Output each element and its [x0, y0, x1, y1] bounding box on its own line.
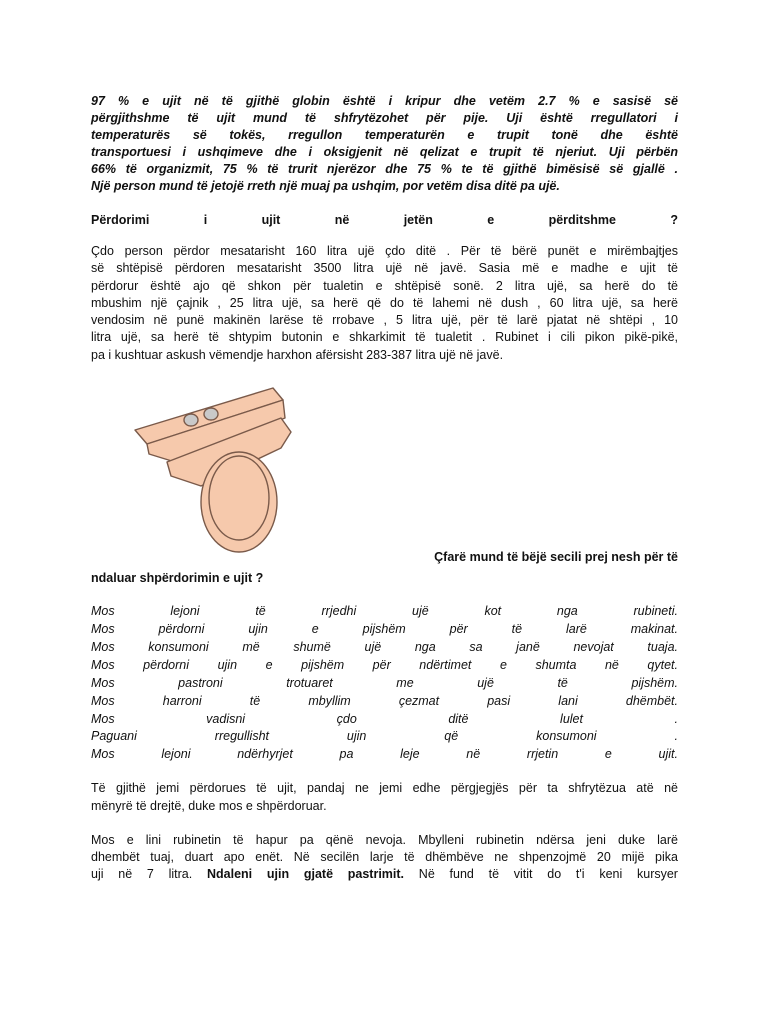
usage-line: litra ujë, sa herë të shtypim butonin e shkarkimit të tualetit . Rubinet i cili pikon pikë-pikë,	[91, 330, 678, 345]
toilet-bowl-rim	[209, 456, 269, 540]
tips-list	[91, 603, 678, 764]
last-line-end: Në fund të vitit do t'i keni kursyer	[418, 867, 678, 882]
last-line-start: uji në 7 litra.	[91, 867, 193, 882]
tip-line: Paguani rregullisht ujin që konsumoni .	[91, 729, 678, 744]
tip-line: Mos përdorni ujin e pijshëm për ndërtimet e shumta në qytet.	[91, 657, 678, 672]
last-paragraph-line	[91, 866, 678, 883]
heading-what-can-we-do-continued: ndaluar shpërdorimin e ujit ?	[91, 571, 264, 586]
intro-line: temperaturës së tokës, rregullon temperaturën e trupit tonë dhe është	[91, 128, 678, 142]
tip-line: Mos përdorni ujin e pijshëm për të larë makinat.	[91, 621, 678, 636]
closing-paragraph	[91, 780, 678, 815]
last-paragraph-line: Mos e lini rubinetin të hapur pa qënë nevoja. Mbylleni rubinetin ndërsa jeni duke larë	[91, 832, 678, 847]
usage-paragraph	[91, 243, 678, 364]
intro-paragraph	[91, 93, 678, 195]
usage-line: së shtëpisë përdoren mesatarisht 3500 litra ujë në javë. Sasia më e madhe e ujit të	[91, 261, 678, 276]
intro-line: Një person mund të jetojë rreth një muaj pa ushqim, por vetëm disa ditë pa ujë.	[91, 179, 560, 193]
tip-line: Mos pastroni trotuaret me ujë të pijshëm.	[91, 675, 678, 690]
last-line-bold: Ndaleni ujin gjatë pastrimit.	[206, 867, 405, 882]
intro-line: përgjithshme të ujit mund të shfrytëzohet për pije. Uji është rregullatori i	[91, 111, 678, 125]
flush-button-icon	[204, 408, 218, 420]
intro-line: transportuesi i ushqimeve dhe i oksigjenit në qelizat e trupit të njeriut. Uji përbën	[91, 145, 678, 159]
tip-line: Mos konsumoni më shumë ujë nga sa janë nevojat tuaja.	[91, 639, 678, 654]
closing-line: mënyrë të drejtë, duke mos e shpërdoruar.	[91, 798, 327, 813]
toilet-illustration-icon	[131, 378, 331, 554]
last-paragraph	[91, 832, 678, 884]
last-paragraph-line: dhembët tuaj, duart apo enët. Në secilën larje të dhëmbëve ne shpenzojmë 20 mijë pika	[91, 850, 678, 865]
intro-line: 97 % e ujit në të gjithë globin është i kripur dhe vetëm 2.7 % e sasisë së	[91, 94, 678, 108]
usage-line: përdorur është ajo që shkon për tualetin e shtëpisë sonë. 2 litra ujë, sa herë do të	[91, 278, 678, 293]
intro-line: 66% të organizmit, 75 % të trurit njerëzor dhe 75 % te të gjithë bimësisë së gjallë .	[91, 162, 678, 176]
tip-line: Mos harroni të mbyllim çezmat pasi lani dhëmbët.	[91, 693, 678, 708]
closing-line: Të gjithë jemi përdorues të ujit, pandaj ne jemi edhe përgjegjës për ta shfrytëzua atë në	[91, 781, 678, 796]
tip-line: Mos lejoni të rrjedhi ujë kot nga rubineti.	[91, 604, 678, 619]
document-content	[91, 93, 678, 884]
flush-button-icon	[184, 414, 198, 426]
heading-what-can-we-do: Çfarë mund të bëjë secili prej nesh për të	[434, 550, 678, 565]
heading-water-usage: Përdorimi i ujit në jetën e përditshme ?	[91, 213, 678, 227]
tip-line: Mos lejoni ndërhyrjet pa leje në rrjetin e ujit.	[91, 747, 678, 762]
usage-line: Çdo person përdor mesatarisht 160 litra ujë çdo ditë . Për të bërë punët e mirëmbajtjes	[91, 244, 678, 258]
usage-line: mbushim një çajnik , 25 litra ujë, sa herë që do të lahemi në dush , 60 litra ujë, sa herë	[91, 295, 678, 310]
usage-line: pa i kushtuar askush vëmendje harxhon afërsisht 283-387 litra ujë në javë.	[91, 347, 504, 362]
tip-line: Mos vadisni çdo ditë lulet .	[91, 711, 678, 726]
usage-line: vendosim në punë makinën larëse të rrobave , 5 litra ujë, për të larë pjatat në shtëpi , 10	[91, 313, 678, 328]
illustration-row	[91, 374, 678, 594]
